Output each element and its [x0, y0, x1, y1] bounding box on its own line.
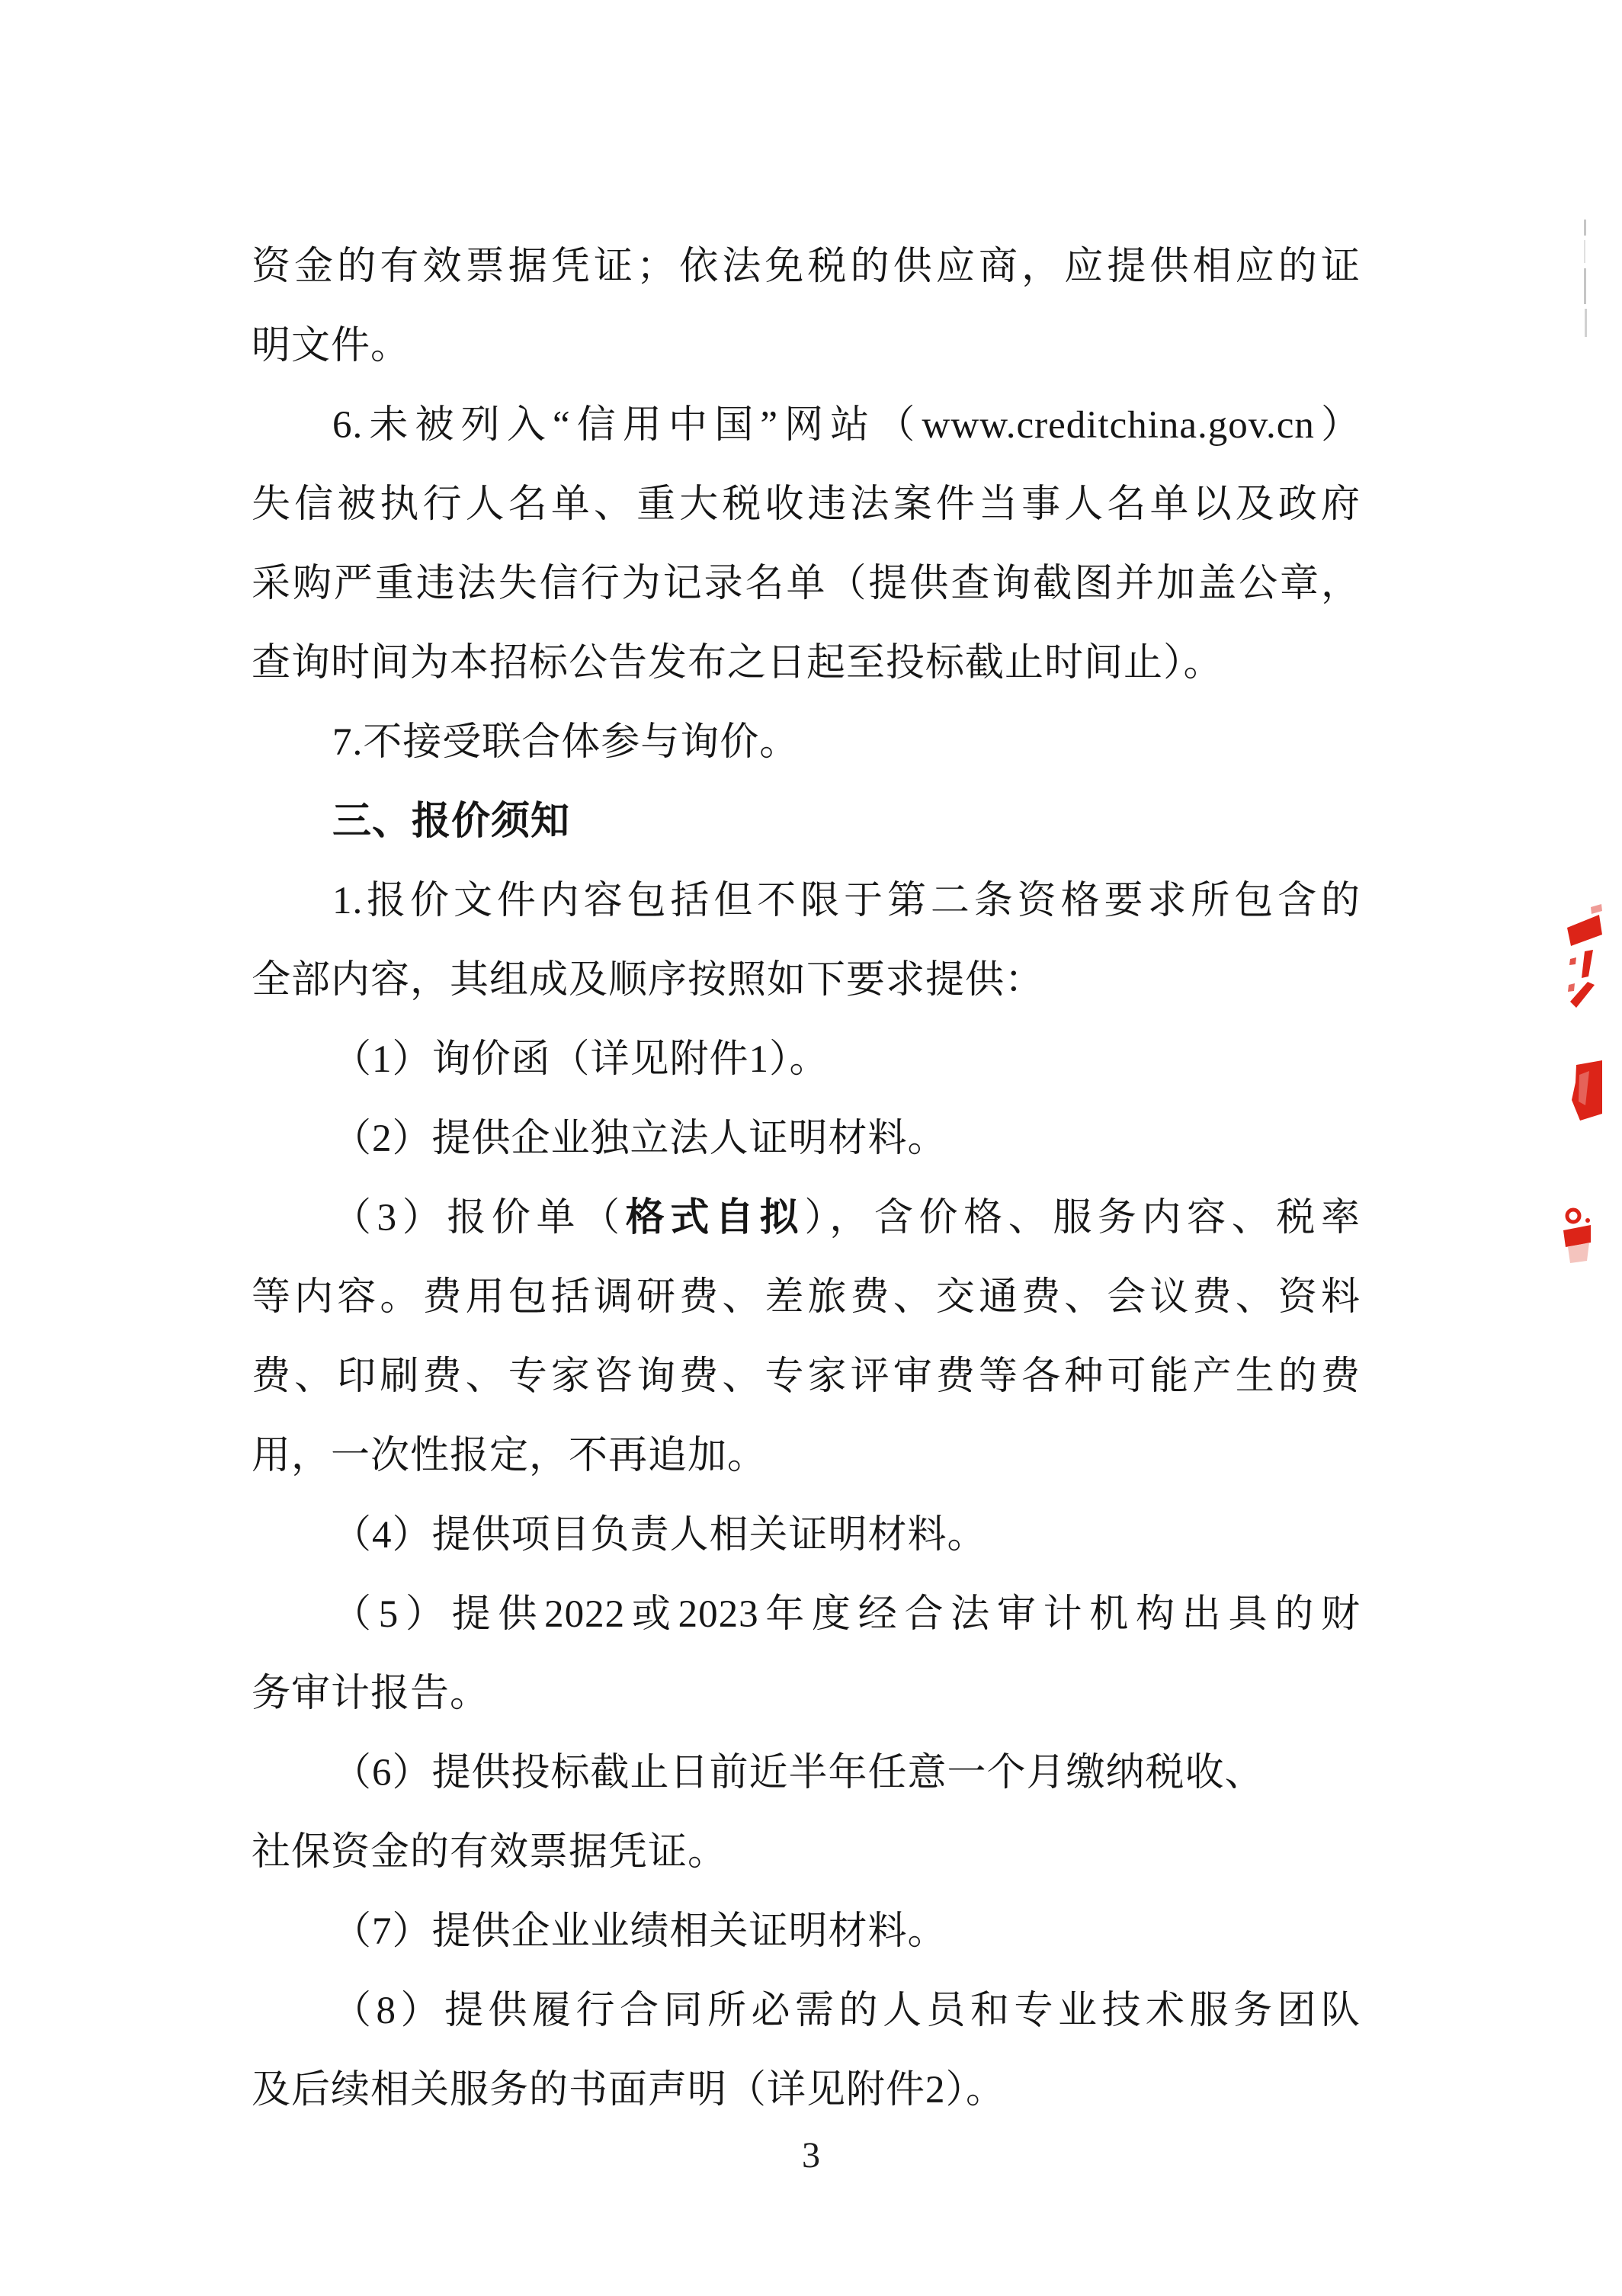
- text-segment: 6.未被列入“信用中国”网站（www.creditchina.gov.cn）: [332, 404, 1361, 447]
- text-segment: （1）询价函（详见附件1）。: [332, 1038, 829, 1081]
- bold-text-segment: 三、报价须知: [332, 800, 571, 843]
- text-line: [252, 544, 1361, 624]
- text-line: [252, 2051, 1361, 2130]
- text-line: [252, 861, 1361, 941]
- stamp-fragment-middle-icon: [1572, 1060, 1602, 1121]
- stamp-fragment-top-icon: [1567, 904, 1602, 1008]
- text-line: [252, 465, 1361, 544]
- scan-artifact-dashes: [1584, 220, 1587, 337]
- text-segment: 采购严重违法失信行为记录名单（提供查询截图并加盖公章，: [252, 563, 1361, 605]
- text-segment: 等内容。费用包括调研费、差旅费、交通费、会议费、资料: [252, 1276, 1361, 1319]
- text-line: [252, 1892, 1361, 1971]
- bold-text-segment: 格式自拟: [625, 1197, 805, 1239]
- text-segment: （6）提供投标截止日前近半年任意一个月缴纳税收、: [332, 1752, 1265, 1794]
- text-line: [252, 782, 1361, 861]
- text-line: [252, 1496, 1361, 1575]
- text-segment: 资金的有效票据凭证；依法免税的供应商，应提供相应的证: [252, 245, 1361, 288]
- text-segment: 7.不接受联合体参与询价。: [332, 721, 800, 764]
- text-segment: 查询时间为本招标公告发布之日起至投标截止时间止）。: [252, 642, 1223, 685]
- text-segment: （4）提供项目负责人相关证明材料。: [332, 1514, 987, 1557]
- text-segment: 明文件。: [252, 325, 411, 367]
- stamp-fragment-bottom-icon: [1563, 1210, 1591, 1247]
- text-line: [252, 1337, 1361, 1416]
- text-segment: 费、印刷费、专家咨询费、专家评审费等各种可能产生的费: [252, 1355, 1361, 1398]
- text-segment: （2）提供企业独立法人证明材料。: [332, 1118, 947, 1160]
- text-line: [252, 1813, 1361, 1892]
- text-line: [252, 1178, 1361, 1258]
- text-segment: （5）提供2022或2023年度经合法审计机构出具的财: [332, 1593, 1361, 1636]
- text-line: [252, 1575, 1361, 1654]
- text-line: [252, 227, 1361, 306]
- text-segment: 社保资金的有效票据凭证。: [252, 1831, 728, 1874]
- text-line: [252, 1654, 1361, 1733]
- text-line: [252, 1020, 1361, 1099]
- text-line: [252, 624, 1361, 703]
- text-segment: 全部内容，其组成及顺序按照如下要求提供：: [252, 959, 1045, 1002]
- text-line: [252, 386, 1361, 465]
- text-line: [252, 1733, 1361, 1813]
- text-line: [252, 1971, 1361, 2051]
- stamp-bottom-smear: [1568, 1243, 1589, 1263]
- text-segment: 务审计报告。: [252, 1672, 490, 1715]
- text-segment: ），含价格、服务内容、税率: [804, 1197, 1361, 1239]
- page-number: 3: [802, 2135, 820, 2176]
- text-line: [252, 941, 1361, 1020]
- text-segment: 1.报价文件内容包括但不限于第二条资格要求所包含的: [332, 880, 1361, 922]
- text-line: [252, 306, 1361, 386]
- text-block: [252, 227, 1361, 2130]
- text-line: [252, 1099, 1361, 1178]
- text-line: [252, 703, 1361, 782]
- text-segment: （8）提供履行合同所必需的人员和专业技术服务团队: [332, 1990, 1361, 2032]
- text-segment: 失信被执行人名单、重大税收违法案件当事人名单以及政府: [252, 483, 1361, 526]
- text-segment: （7）提供企业业绩相关证明材料。: [332, 1910, 947, 1953]
- text-line: [252, 1258, 1361, 1337]
- stamp-middle-highlight: [1579, 1071, 1589, 1105]
- text-segment: 用，一次性报定，不再追加。: [252, 1435, 768, 1477]
- text-line: [252, 1416, 1361, 1496]
- text-segment: （3）报价单（: [332, 1197, 626, 1239]
- text-segment: 及后续相关服务的书面声明（详见附件2）。: [252, 2069, 1006, 2112]
